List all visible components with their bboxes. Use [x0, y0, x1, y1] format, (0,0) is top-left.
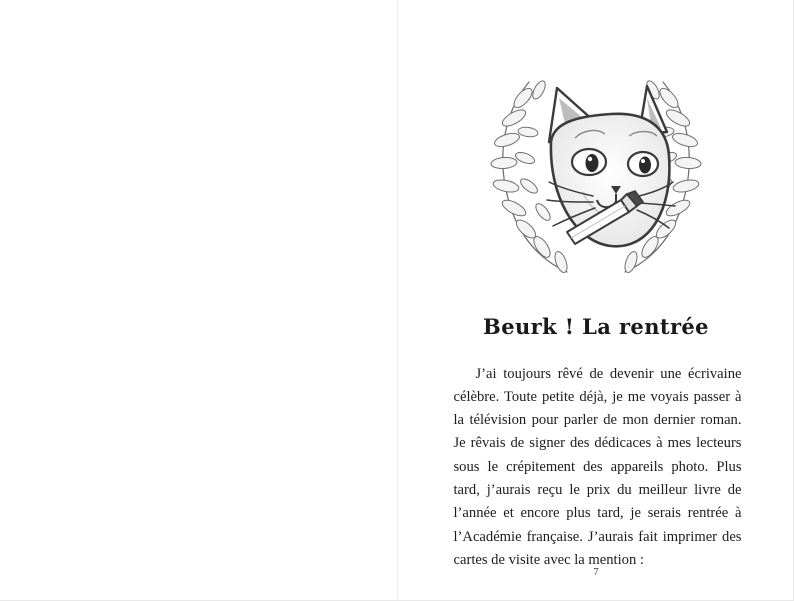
- page-number: 7: [593, 566, 599, 578]
- page-title: Beurk ! La rentrée: [483, 314, 709, 340]
- cat-with-pencil-in-laurel-wreath-icon: [471, 46, 721, 286]
- body-paragraph: J’ai toujours rêvé de devenir une écrivaine célèbre. Toute petite déjà, je me voyais passer à la télévision pour parler de mon dernier roman. Je rêvais de signer des dédicaces à mes lecteurs sous le crépitement des appareils photo. Plus tard, j’aurais reçu le prix du meilleur livre de l’année et encore plus tard, je serais rentrée à l’Académie française. J’aurais fait imprimer des cartes de visite avec la mention :: [453, 365, 742, 568]
- chapter-opening-page: [397, 0, 794, 601]
